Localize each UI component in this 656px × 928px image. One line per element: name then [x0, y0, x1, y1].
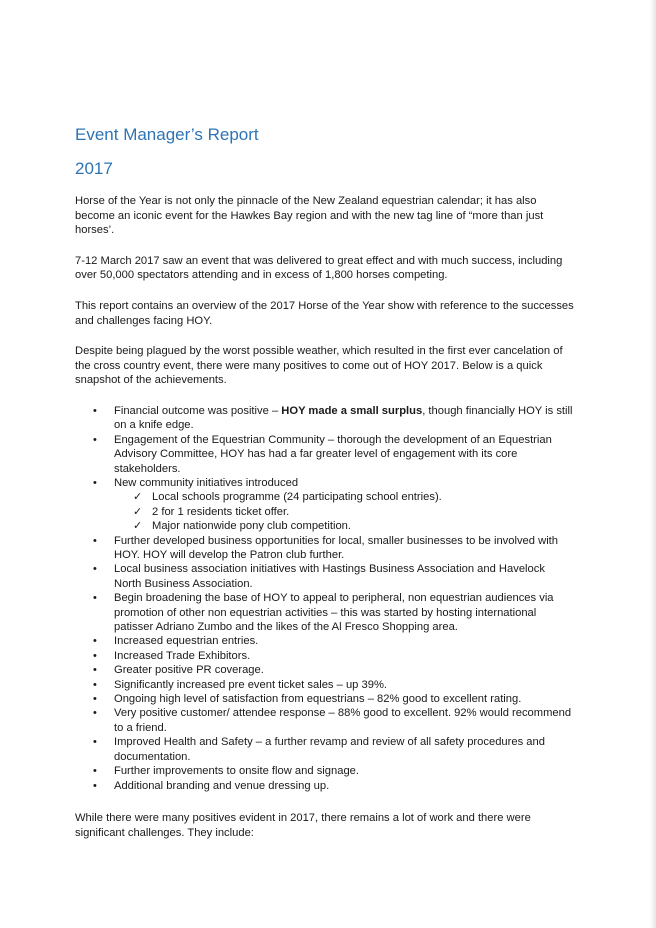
list-item-text: Further improvements to onsite flow and signage.	[114, 765, 360, 778]
list-item	[75, 706, 575, 735]
intro-paragraph-4: Despite being plagued by the worst possible weather, which resulted in the first ever cancelation of the cross country event, there were many positives to come out of HOY 2017. Below is a quick snapshot of the achievements.	[75, 345, 563, 387]
bullet-icon: •	[93, 678, 97, 691]
list-item-text: Increased Trade Exhibitors.	[114, 649, 251, 662]
list-item	[75, 764, 575, 778]
list-item-text: Engagement of the Equestrian Community – thorough the development of an Equestrian Advisory Committee, HOY has had a far greater level of engagement with its core stakeholders.	[114, 433, 552, 475]
report-page	[75, 124, 575, 856]
bullet-icon: •	[93, 649, 97, 662]
list-item-text: Local business association initiatives with Hastings Business Association and Havelock North Business Association.	[114, 563, 545, 590]
report-title: Event Manager’s Report	[75, 125, 259, 144]
list-item	[75, 534, 575, 563]
list-item-text: Greater positive PR coverage.	[114, 664, 264, 677]
closing-paragraph: While there were many positives evident in 2017, there remains a lot of work and there were significant challenges. They include:	[75, 811, 531, 839]
sub-list-item-text: Local schools programme (24 participating school entries).	[152, 491, 442, 504]
bullet-icon: •	[93, 765, 97, 778]
sub-list-item	[114, 490, 575, 504]
sub-list-item-text: Major nationwide pony club competition.	[152, 520, 351, 533]
list-item	[75, 591, 575, 634]
bullet-icon: •	[93, 563, 97, 576]
list-item	[75, 663, 575, 677]
bullet-icon: •	[93, 736, 97, 749]
report-year: 2017	[75, 159, 113, 178]
list-item	[75, 404, 575, 433]
list-item-text-start: Financial outcome was positive –	[114, 404, 282, 417]
bullet-icon: •	[93, 433, 97, 446]
check-icon: ✓	[133, 520, 143, 533]
list-item-text: Further developed business opportunities for local, smaller businesses to be involved with HOY. HOY will develop the Patron club further.	[114, 534, 559, 561]
check-icon: ✓	[133, 505, 143, 518]
sub-list-item-text: 2 for 1 residents ticket offer.	[152, 505, 290, 518]
intro-paragraph-3: This report contains an overview of the 2017 Horse of the Year show with reference to the successes and challenges facing HOY.	[75, 299, 574, 327]
list-item	[75, 649, 575, 663]
bullet-icon: •	[93, 592, 97, 605]
list-item	[75, 634, 575, 648]
achievements-list	[75, 404, 575, 793]
bullet-icon: •	[93, 707, 97, 720]
list-item	[75, 476, 575, 534]
sub-list-item	[114, 519, 575, 533]
list-item-bold-text: HOY made a small surplus	[281, 404, 423, 417]
intro-paragraph-1: Horse of the Year is not only the pinnacle of the New Zealand equestrian calendar; it has also become an iconic event for the Hawkes Bay region and with the new tag line of “more than just horses’.	[75, 195, 544, 237]
list-item-text-end: , though financially HOY is still on a knife edge.	[114, 404, 573, 432]
list-item	[75, 692, 575, 706]
bullet-icon: •	[93, 664, 97, 677]
bullet-icon: •	[93, 476, 97, 489]
list-item-text: Increased equestrian entries.	[114, 635, 259, 648]
check-icon: ✓	[133, 491, 143, 504]
bullet-icon: •	[93, 635, 97, 648]
list-item-text: Improved Health and Safety – a further revamp and review of all safety procedures and documentation.	[114, 736, 545, 763]
community-initiatives-sublist	[114, 490, 575, 533]
list-item-text: New community initiatives introduced	[114, 476, 299, 489]
sub-list-item	[114, 505, 575, 519]
list-item	[75, 562, 575, 591]
list-item	[75, 779, 575, 793]
list-item-text: Additional branding and venue dressing up.	[114, 779, 330, 792]
list-item-text: Begin broadening the base of HOY to appeal to peripheral, non equestrian audiences via promotion of other non equestrian activities – this was started by hosting international patisser Adriano Zumbo and the likes of the Al Fresco Shopping area.	[114, 592, 554, 634]
list-item	[75, 735, 575, 764]
page-edge-shadow	[650, 0, 656, 928]
bullet-icon: •	[93, 779, 97, 792]
list-item-text: Ongoing high level of satisfaction from equestrians – 82% good to excellent rating.	[114, 693, 522, 706]
bullet-icon: •	[93, 404, 97, 417]
list-item	[75, 433, 575, 476]
list-item-text: Very positive customer/ attendee response – 88% good to excellent. 92% would recommend to a friend.	[114, 707, 572, 734]
bullet-icon: •	[93, 693, 97, 706]
intro-paragraph-2: 7-12 March 2017 saw an event that was delivered to great effect and with much success, including over 50,000 spectators attending and in excess of 1,800 horses competing.	[75, 254, 563, 282]
list-item-text: Significantly increased pre event ticket sales – up 39%.	[114, 678, 388, 691]
bullet-icon: •	[93, 534, 97, 547]
list-item	[75, 678, 575, 692]
